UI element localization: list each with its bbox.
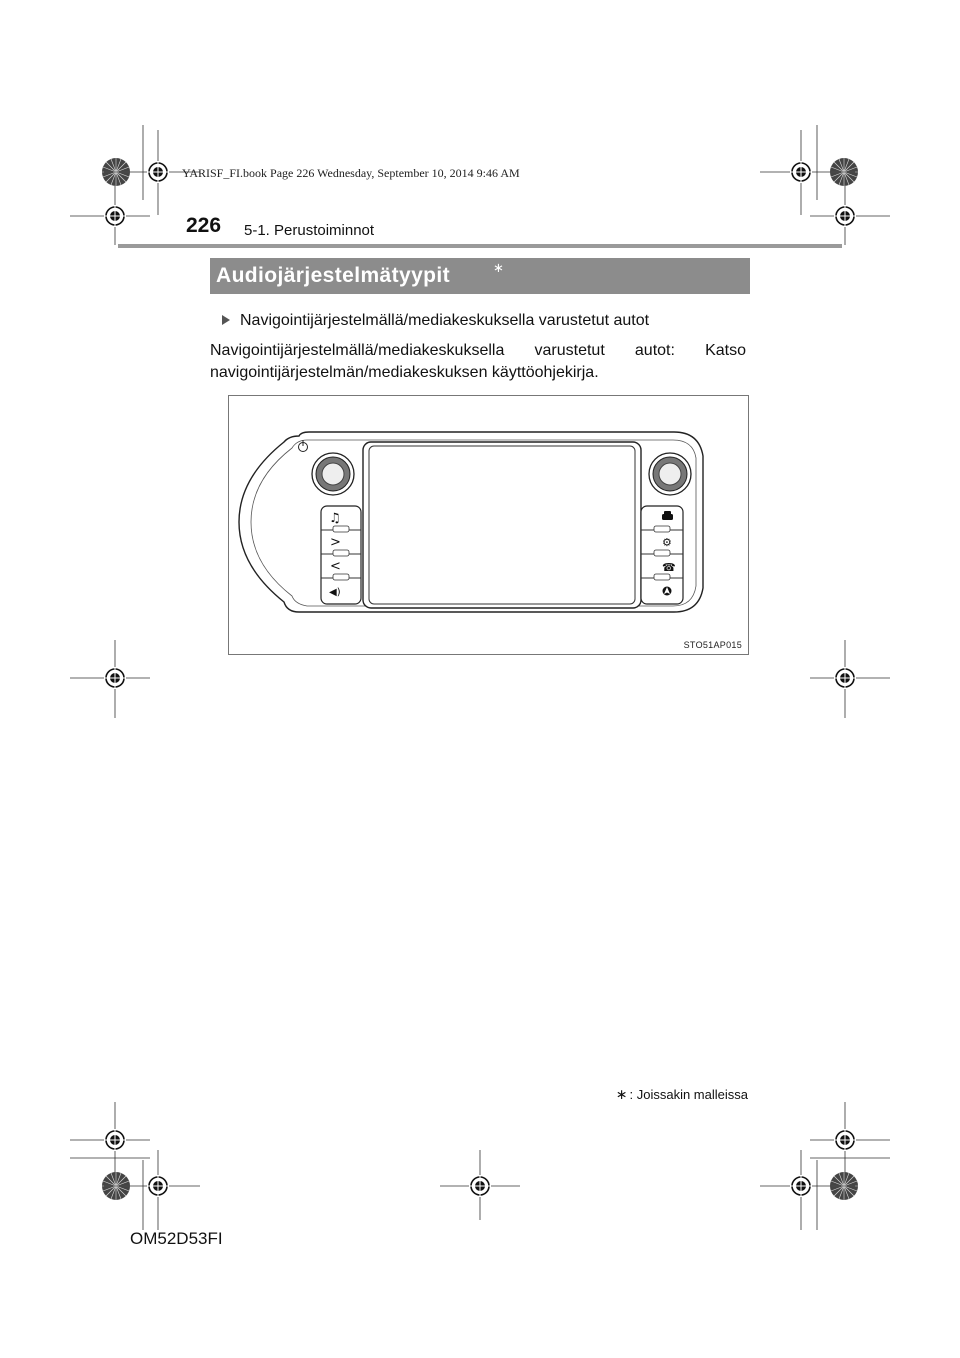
registration-mark <box>469 1175 491 1197</box>
seek-up-icon: > <box>330 535 341 550</box>
phone-icon: ◀) <box>329 587 341 598</box>
registration-mark <box>834 205 856 227</box>
footnote-marker: ∗ <box>615 1086 628 1102</box>
registration-mark <box>104 667 126 689</box>
section-reference: 5-1. Perustoiminnot <box>244 222 375 239</box>
registration-mark <box>104 1129 126 1151</box>
section-title: Audiojärjestelmätyypit <box>216 264 451 287</box>
tune-knob <box>649 453 691 495</box>
registration-mark <box>790 1175 812 1197</box>
bullet-text: Navigointijärjestelmällä/mediakeskuksella varustetut autot <box>240 312 650 329</box>
footnote-text: : Joissakin malleissa <box>629 1087 748 1102</box>
voice-icon: ☎ <box>662 561 676 574</box>
triangle-bullet-icon <box>222 315 230 325</box>
header-rule <box>118 244 842 248</box>
footnote <box>616 1086 748 1103</box>
music-icon: ♫ <box>329 511 341 526</box>
figure-code: STO51AP015 <box>683 640 742 650</box>
bullet-item <box>222 312 649 330</box>
registration-mark <box>834 1129 856 1151</box>
registration-mark <box>147 1175 169 1197</box>
volume-knob <box>312 453 354 495</box>
registration-mark <box>834 667 856 689</box>
book-info-line: YARISF_FI.book Page 226 Wednesday, September 10, 2014 9:46 AM <box>182 166 520 180</box>
audio-unit-figure <box>228 395 749 655</box>
section-title-marker: ∗ <box>493 260 504 275</box>
section-title-bar <box>210 258 750 294</box>
registration-mark <box>147 161 169 183</box>
seek-down-icon: < <box>330 559 341 574</box>
registration-mark <box>790 161 812 183</box>
setup-icon: ⚙ <box>662 536 672 549</box>
audio-unit-illustration <box>229 396 748 654</box>
body-paragraph: Navigointijärjestelmällä/mediakeskuksella varustetut autot: Katso navigointijärjestelmän/mediakeskuksen käyttöohjekirja. <box>210 342 746 381</box>
document-code: OM52D53FI <box>130 1229 223 1248</box>
nav-icon <box>663 587 672 596</box>
registration-mark <box>104 205 126 227</box>
page-number: 226 <box>186 214 222 237</box>
